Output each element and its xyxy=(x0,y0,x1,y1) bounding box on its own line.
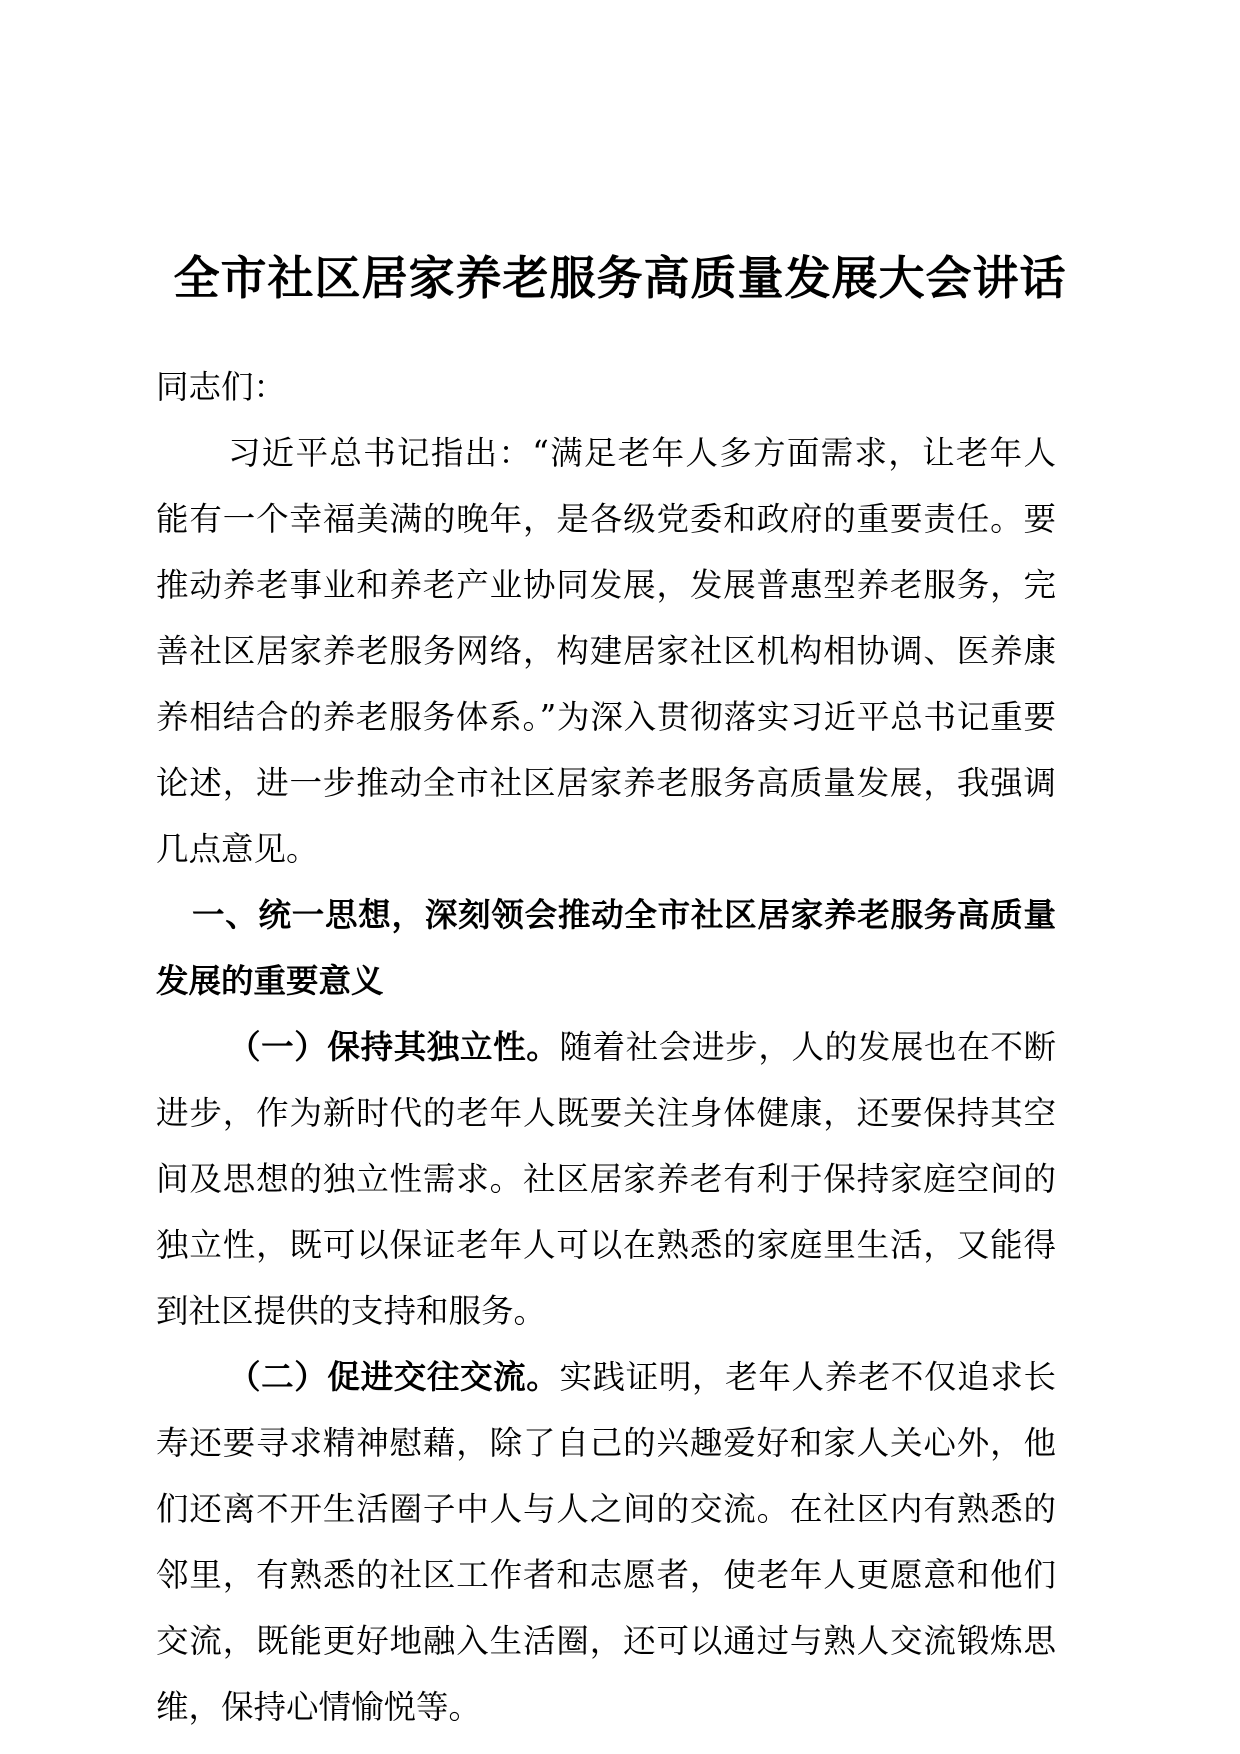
paragraph-item-1 xyxy=(156,1014,1056,1344)
item-2-text: 实践证明，老年人养老不仅追求长寿还要寻求精神慰藉，除了自己的兴趣爱好和家人关心外，他们还离不开生活圈子中人与人之间的交流。在社区内有熟悉的邻里，有熟悉的社区工作者和志愿者，使老年人更愿意和他们交流，既能更好地融入生活圈，还可以通过与熟人交流锻炼思维，保持心情愉悦等。 xyxy=(156,1358,1056,1726)
section-heading-1: 一、统一思想，深刻领会推动全市社区居家养老服务高质量发展的重要意义 xyxy=(156,896,1056,1000)
document-title: 全市社区居家养老服务高质量发展大会讲话 xyxy=(173,251,1067,305)
document-body xyxy=(156,354,1056,1740)
item-1-lead: （一）保持其独立性。 xyxy=(228,1028,560,1066)
item-1-text: 随着社会进步，人的发展也在不断进步，作为新时代的老年人既要关注身体健康，还要保持其空间及思想的独立性需求。社区居家养老有利于保持家庭空间的独立性，既可以保证老年人可以在熟悉的家庭里生活，又能得到社区提供的支持和服务。 xyxy=(156,1028,1056,1330)
salutation: 同志们： xyxy=(156,368,287,406)
intro-paragraph: 习近平总书记指出：“满足老年人多方面需求，让老年人能有一个幸福美满的晚年，是各级党委和政府的重要责任。要推动养老事业和养老产业协同发展，发展普惠型养老服务，完善社区居家养老服务网络，构建居家社区机构相协调、医养康养相结合的养老服务体系。”为深入贯彻落实习近平总书记重要论述，进一步推动全市社区居家养老服务高质量发展，我强调几点意见。 xyxy=(156,434,1056,868)
item-2-lead: （二）促进交往交流。 xyxy=(228,1358,560,1396)
paragraph-item-2 xyxy=(156,1344,1056,1740)
